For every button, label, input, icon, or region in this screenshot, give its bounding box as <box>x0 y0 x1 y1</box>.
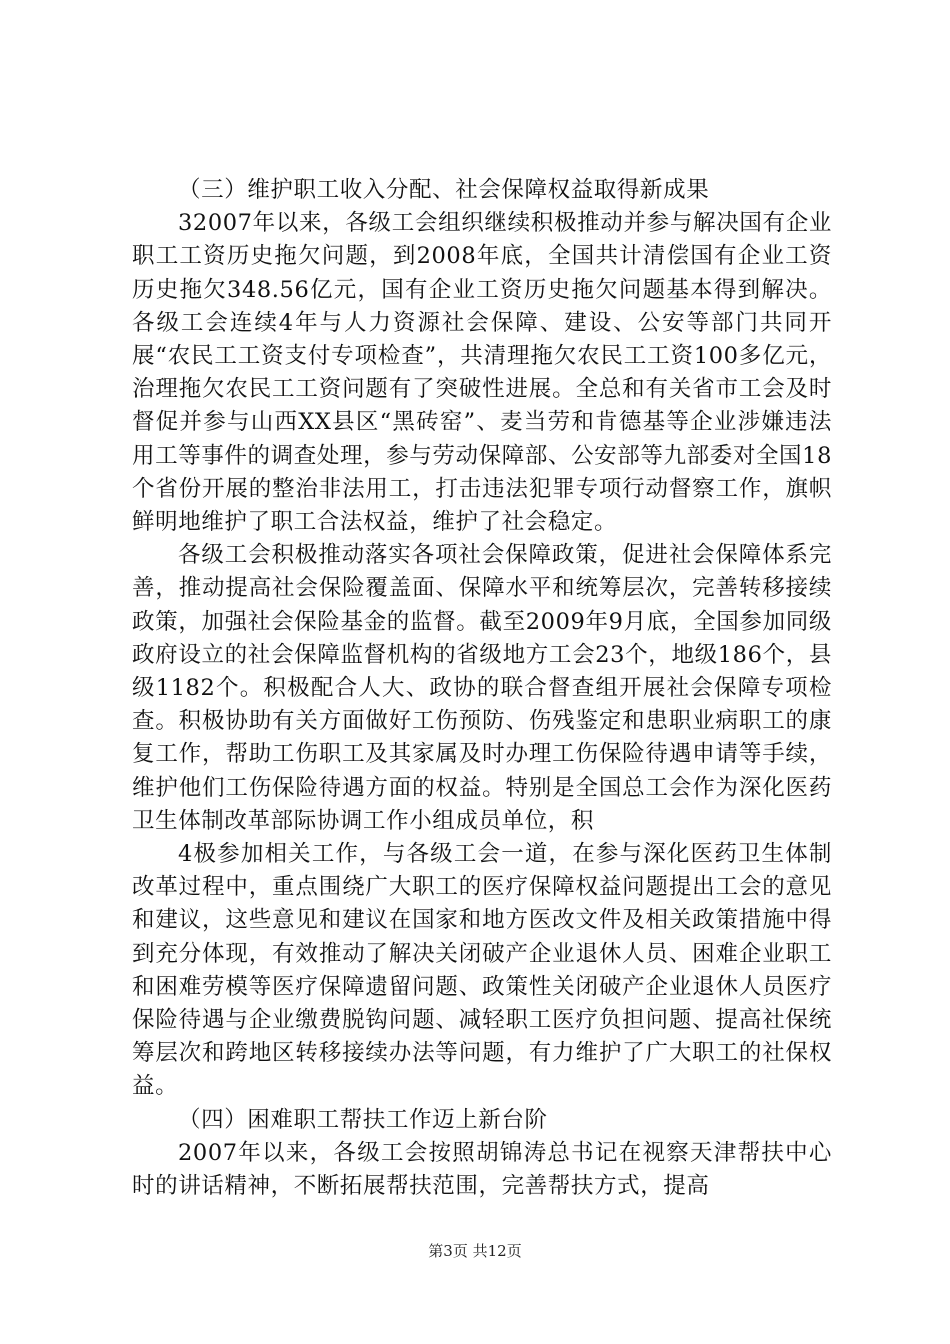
section-heading-3: （三）维护职工收入分配、社会保障权益取得新成果 <box>178 177 710 203</box>
section-heading-4: （四）困难职工帮扶工作迈上新台阶 <box>178 1106 548 1133</box>
paragraph-assistance: 2007年以来，各级工会按照胡锦涛总书记在视察天津帮扶中心时的讲话精神，不断拓展帮扶范围，完善帮扶方式，提高 <box>132 1139 832 1200</box>
page-number-footer: 第3页 共12页 <box>428 1242 522 1260</box>
paragraph-wage-arrears: 32007年以来，各级工会组织继续积极推动并参与解决国有企业职工工资历史拖欠问题，到2008年底，全国共计清偿国有企业工资历史拖欠348.56亿元，国有企业工资历史拖欠问题基本得到解决。各级工会连续4年与人力资源社会保障、建设、公安等部门共同开展“农民工工资支付专项检查”，共清理拖欠农民工工资100多亿元，治理拖欠农民工工资问题有了突破性进展。全总和有关省市工会及时督促并参与山西XX县区“黑砖窑”、麦当劳和肯德基等企业涉嫌违法用工等事件的调查处理，参与劳动保障部、公安部等九部委对全国18个省份开展的整治非法用工，打击违法犯罪专项行动督察工作，旗帜鲜明地维护了职工合法权益，维护了社会稳定。 <box>132 210 832 536</box>
paragraph-social-security: 各级工会积极推动落实各项社会保障政策，促进社会保障体系完善，推动提高社会保险覆盖面、保障水平和统筹层次，完善转移接续政策，加强社会保险基金的监督。截至2009年9月底，全国参加同级政府设立的社会保障监督机构的省级地方工会23个，地级186个，县级1182个。积极配合人大、政协的联合督查组开展社会保障专项检查。积极协助有关方面做好工伤预防、伤残鉴定和患职业病职工的康复工作，帮助工伤职工及其家属及时办理工伤保险待遇申请等手续，维护他们工伤保险待遇方面的权益。特别是全国总工会作为深化医药卫生体制改革部际协调工作小组成员单位，积 <box>132 542 832 834</box>
document-body <box>132 174 832 1203</box>
paragraph-medical-reform: 4极参加相关工作，与各级工会一道，在参与深化医药卫生体制改革过程中，重点围绕广大职工的医疗保障权益问题提出工会的意见和建议，这些意见和建议在国家和地方医改文件及相关政策措施中得到充分体现，有效推动了解决关闭破产企业退休人员、困难企业职工和困难劳模等医疗保障遗留问题、政策性关闭破产企业退休人员医疗保险待遇与企业缴费脱钩问题、减轻职工医疗负担问题、提高社保统筹层次和跨地区转移接续办法等问题，有力维护了广大职工的社保权益。 <box>132 841 832 1100</box>
